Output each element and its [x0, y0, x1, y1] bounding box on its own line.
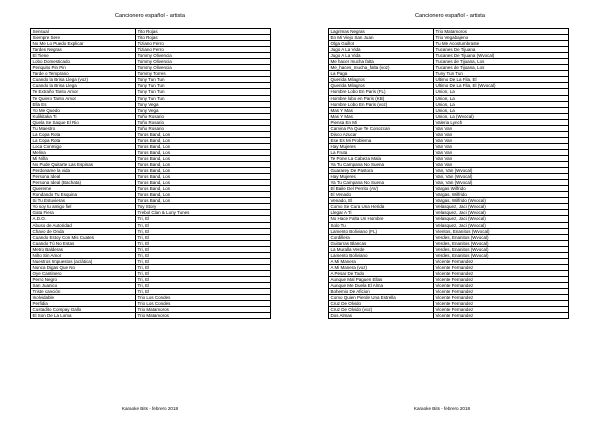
song-cell: Yo Me Quedo: [31, 107, 136, 113]
artist-cell: Van Van: [434, 155, 569, 161]
song-cell: Perdoname la vida: [31, 168, 136, 174]
song-cell: El Son De La Loma: [31, 313, 136, 319]
song-cell: Cuando la Brisa Llega (voz): [31, 77, 136, 83]
song-cell: Cuando Tú No Estas: [31, 240, 136, 246]
artist-cell: Tony Tun Tun: [136, 77, 271, 83]
song-cell: Si Tu Estuvieras: [31, 198, 136, 204]
song-cell: Querida Milagros: [329, 83, 434, 89]
song-cell: Como Se Cura Una Herida: [329, 204, 434, 210]
artist-cell: Van Van: [434, 137, 569, 143]
song-cell: Abuso de Autoridad: [31, 222, 136, 228]
artist-cell: Tri, El: [136, 289, 271, 295]
artist-cell: Tony Tun Tun: [136, 95, 271, 101]
song-cell: Guararey De Pastora: [329, 168, 434, 174]
artist-cell: Union, La: [434, 107, 569, 113]
song-table-body: [31, 29, 271, 319]
artist-cell: Tri, El: [136, 258, 271, 264]
artist-cell: Union, La (Wvocal): [434, 113, 569, 119]
song-cell: La Copa Rota: [31, 137, 136, 143]
song-cell: Kulikitaka Ti: [31, 113, 136, 119]
song-cell: Loca Conmigo: [31, 143, 136, 149]
page-title: Cancionero español - artista: [415, 13, 485, 19]
song-cell: Cruz De Olvido (voz): [329, 307, 434, 313]
artist-cell: Toros Band, Los: [136, 131, 271, 137]
artist-cell: Tito Rojas: [136, 35, 271, 41]
artist-cell: Vicente Fernandez: [434, 313, 569, 319]
song-cell: Camina Pa Que Te Conozcan: [329, 125, 434, 131]
song-cell: En Mi Viejo San Juan: [329, 35, 434, 41]
artist-cell: Vicente Fernandez: [434, 289, 569, 295]
artist-cell: Tito Rojas: [136, 29, 271, 35]
song-cell: Hombre Lobo En Paris (voz): [329, 101, 434, 107]
artist-cell: Van, Van (Wvocal): [434, 168, 569, 174]
artist-cell: Toros Band, Los: [136, 168, 271, 174]
song-cell: El Baile Del Perrito (AV): [329, 186, 434, 192]
song-cell: Te Quiero Tanto Amor: [31, 95, 136, 101]
artist-cell: Trebol Clan & Luny Tunes: [136, 210, 271, 216]
artist-cell: Van Van: [434, 162, 569, 168]
song-cell: Cuando la Brisa Llega: [31, 83, 136, 89]
page-title: Cancionero español - artista: [115, 13, 185, 19]
artist-cell: Toros Band, Los: [136, 186, 271, 192]
song-cell: Como Quien Pierde Una Estrella: [329, 295, 434, 301]
song-cell: No Hace Falta Un Hombre: [329, 216, 434, 222]
artist-cell: Tri, El: [136, 234, 271, 240]
song-cell: Solo Tu: [329, 222, 434, 228]
artist-cell: Vicente Fernandez: [434, 264, 569, 270]
song-cell: Oye Cantinero: [31, 270, 136, 276]
artist-cell: Vicente Fernandez: [434, 276, 569, 282]
song-cell: Cordillera: [329, 234, 434, 240]
artist-cell: Tommy Torres: [136, 71, 271, 77]
song-cell: Disco Azucar: [329, 131, 434, 137]
artist-cell: Toros Band, Los: [136, 192, 271, 198]
artist-cell: Verdes, Enanitos (Wvocal): [434, 246, 569, 252]
artist-cell: Toros Band, Los: [136, 162, 271, 168]
artist-cell: Toros Band, Los: [136, 198, 271, 204]
artist-cell: Van, Van (Wvocal): [434, 174, 569, 180]
song-cell: Tardes Negras: [31, 47, 136, 53]
artist-cell: Trio Vegabajeno: [434, 35, 569, 41]
artist-cell: Vicente Fernandez: [434, 295, 569, 301]
song-cell: Llegar A Ti: [329, 210, 434, 216]
song-cell: Aunque Me Duela El Alma: [329, 282, 434, 288]
song-cell: A.D.O.: [31, 216, 136, 222]
song-cell: La Copa Rota: [31, 131, 136, 137]
song-cell: Nuestros Impuestos (ac/ática): [31, 258, 136, 264]
artist-cell: Union, La: [434, 95, 569, 101]
song-cell: Siempre Sere: [31, 35, 136, 41]
artist-cell: Velasquez, Jaci (Wvocal): [434, 216, 569, 222]
artist-cell: Vicente Fernandez: [434, 270, 569, 276]
artist-cell: Trio Matamoros: [434, 29, 569, 35]
song-cell: Nunca Digas Que No: [31, 264, 136, 270]
song-cell: Ella Es: [31, 101, 136, 107]
artist-cell: Toño Rosario: [136, 119, 271, 125]
artist-cell: Velasquez, Jaci (Wvocal): [434, 210, 569, 216]
song-cell: A Mi Manera (voz): [329, 264, 434, 270]
artist-cell: Tri, El: [136, 228, 271, 234]
artist-cell: Toy Story: [136, 204, 271, 210]
right-page: [300, 0, 600, 424]
song-cell: Persona Ideal: [31, 174, 136, 180]
song-cell: Metro Balderas: [31, 246, 136, 252]
artist-cell: Tiziano Ferro: [136, 47, 271, 53]
song-cell: Ya Tu Campana No Suena: [329, 180, 434, 186]
song-cell: Quela Se Saque El Rio: [31, 119, 136, 125]
artist-cell: Tiziano Ferro: [136, 41, 271, 47]
artist-cell: Vargas, Wilfrido (Wvocal): [434, 198, 569, 204]
table-row: [329, 313, 569, 319]
artist-cell: Toros Band, Los: [136, 137, 271, 143]
table-row: [31, 313, 271, 319]
song-cell: Hombre lobo en Paris (KB): [329, 95, 434, 101]
song-cell: Chavo de Onda: [31, 228, 136, 234]
song-cell: A Mi Manera: [329, 258, 434, 264]
artist-cell: Van Van: [434, 125, 569, 131]
song-cell: La Paga: [329, 71, 434, 77]
song-cell: Inolvidable: [31, 295, 136, 301]
artist-cell: Trio Matamoros: [136, 313, 271, 319]
song-cell: Querida Milagros: [329, 77, 434, 83]
artist-cell: Tu Me Acostumbraste: [434, 41, 569, 47]
song-cell: Persona Ideal (Bachata): [31, 180, 136, 186]
artist-cell: Tri, El: [136, 264, 271, 270]
artist-cell: Verdes, Enanitos (Wvocal): [434, 252, 569, 258]
song-cell: Perro Negro: [31, 276, 136, 282]
artist-cell: Tommy Olivencia: [136, 53, 271, 59]
song-cell: Aunque Mal Paguen Ellas: [329, 276, 434, 282]
artist-cell: Trio Matamoros: [136, 307, 271, 313]
artist-cell: Verdes, Enanitos (Wvocal): [434, 234, 569, 240]
song-cell: Rondando Tu Esquina: [31, 192, 136, 198]
song-cell: Periquito Pin Pin: [31, 65, 136, 71]
song-cell: Me_haces_mucha_falta (voz): [329, 65, 434, 71]
artist-cell: Tri, El: [136, 276, 271, 282]
artist-cell: Union, La: [434, 101, 569, 107]
song-cell: Olga Guillot: [329, 41, 434, 47]
song-cell: Ya Tu Campana No Suena: [329, 162, 434, 168]
song-cell: La Muralla Verde: [329, 246, 434, 252]
artist-cell: Ultimo De La Fila, El (Wvocal): [434, 83, 569, 89]
song-cell: Quereme: [31, 186, 136, 192]
song-cell: Hombre Lobo En Paris (FL): [329, 89, 434, 95]
artist-cell: Tony Tun Tun: [136, 83, 271, 89]
song-cell: Melina: [31, 149, 136, 155]
song-cell: La Fruta: [329, 149, 434, 155]
artist-cell: Toros Band, Los: [136, 155, 271, 161]
artist-cell: Trio Los Condes: [136, 295, 271, 301]
artist-cell: Velasquez, Jaci (Wvocal): [434, 204, 569, 210]
song-cell: Venado, El: [329, 198, 434, 204]
artist-cell: Tri, El: [136, 240, 271, 246]
artist-cell: Van Van: [434, 143, 569, 149]
artist-cell: Verdes, Enanitos (Wvocal): [434, 240, 569, 246]
page-footer: Karaoke Bits - febrero 2018: [121, 406, 179, 411]
artist-cell: Velasquez, Jaci (Wvocal): [434, 222, 569, 228]
artist-cell: Toño Rosario: [136, 125, 271, 131]
artist-cell: Tommy Olivencia: [136, 59, 271, 65]
artist-cell: Tommy Olivencia: [136, 65, 271, 71]
song-cell: El Venado: [329, 192, 434, 198]
song-table-body: [329, 29, 569, 319]
artist-cell: Valeria Lynch: [434, 119, 569, 125]
song-cell: Te Pone La Cabeza Mala: [329, 155, 434, 161]
artist-cell: Tri, El: [136, 216, 271, 222]
artist-cell: Tucanes De Tijuana (Wvocal): [434, 53, 569, 59]
song-cell: Jugo A La Vida: [329, 53, 434, 59]
song-cell: Gata Fiera: [31, 210, 136, 216]
song-cell: Custadito Compay Gallo: [31, 307, 136, 313]
song-cell: Ese Es Mi Problema: [329, 137, 434, 143]
artist-cell: Tucanes de Tijuana, Los: [434, 59, 569, 65]
artist-cell: Toros Band, Los: [136, 180, 271, 186]
song-cell: Mas Y Mas: [329, 113, 434, 119]
artist-cell: Union, La: [434, 89, 569, 95]
artist-cell: Tucanes De Tijuana: [434, 47, 569, 53]
song-cell: Tarde o Temprano: [31, 71, 136, 77]
song-cell: Lobo Domesticado: [31, 59, 136, 65]
artist-cell: Vicente Fernandez: [434, 301, 569, 307]
artist-cell: Vargas, Wilfrido: [434, 192, 569, 198]
song-cell: Guitarras Blancas: [329, 240, 434, 246]
song-cell: Perfidia: [31, 301, 136, 307]
song-cell: Lagrimas Negras: [329, 29, 434, 35]
artist-cell: Toros Band, Los: [136, 174, 271, 180]
artist-cell: Tri, El: [136, 246, 271, 252]
song-table: [30, 28, 271, 319]
song-cell: Triste canción: [31, 289, 136, 295]
artist-cell: Tony Vega: [136, 101, 271, 107]
page-footer: Karaoke Bits - febrero 2018: [413, 406, 471, 411]
artist-cell: Tri, El: [136, 270, 271, 276]
song-cell: Bohemio De Aficion: [329, 289, 434, 295]
artist-cell: Tony Tun Tun: [136, 89, 271, 95]
song-table: [328, 28, 569, 319]
song-cell: San Juanico: [31, 282, 136, 288]
song-cell: Dos Almas: [329, 313, 434, 319]
song-cell: No Pude Quitarte Las Espinas: [31, 162, 136, 168]
artist-cell: Van, Van (Wvocal): [434, 180, 569, 186]
song-cell: Jugo A La Vida: [329, 47, 434, 53]
song-cell: Yo soy tu amigo fiel: [31, 204, 136, 210]
song-cell: Cuando Estoy Con Mis Cuates: [31, 234, 136, 240]
song-cell: Sensual: [31, 29, 136, 35]
song-cell: Me hacer mucha falta: [329, 59, 434, 65]
artist-cell: Tuny Tun Tun: [434, 71, 569, 77]
artist-cell: Vargas Wilfrido: [434, 186, 569, 192]
song-cell: Mi Niña: [31, 155, 136, 161]
artist-cell: Toros Band, Los: [136, 149, 271, 155]
artist-cell: Tony Vega: [136, 107, 271, 113]
song-cell: Lamento Boliviano (FL): [329, 228, 434, 234]
artist-cell: Vicente Fernandez: [434, 258, 569, 264]
song-cell: Tu Maestro: [31, 125, 136, 131]
song-cell: Hay Mujeres: [329, 174, 434, 180]
artist-cell: Ultimo De La Fila, El: [434, 77, 569, 83]
artist-cell: Vicente Fernandez: [434, 307, 569, 313]
song-cell: Niño Sin Amor: [31, 252, 136, 258]
song-cell: Cruz De Olvido: [329, 301, 434, 307]
song-cell: Te Extraño Tanto Amor: [31, 89, 136, 95]
artist-cell: Van Van: [434, 131, 569, 137]
artist-cell: Tucanes de Tijuana, Los: [434, 65, 569, 71]
artist-cell: Tri, El: [136, 222, 271, 228]
song-cell: Piensa En Mi: [329, 119, 434, 125]
artist-cell: Toros Band, Los: [136, 143, 271, 149]
song-cell: El Tiene: [31, 53, 136, 59]
artist-cell: Vientos, Enanitos (Wvocal): [434, 228, 569, 234]
song-cell: No Me Lo Puedo Explicar: [31, 41, 136, 47]
song-cell: Lamento Boliviano: [329, 252, 434, 258]
artist-cell: Tri, El: [136, 282, 271, 288]
song-cell: Mas Y Mas: [329, 107, 434, 113]
artist-cell: Tri, El: [136, 252, 271, 258]
artist-cell: Vicente Fernandez: [434, 282, 569, 288]
artist-cell: Toño Rosario: [136, 113, 271, 119]
song-cell: Hay Mujeres: [329, 143, 434, 149]
song-cell: A Pesar De Todo: [329, 270, 434, 276]
artist-cell: Van Van: [434, 149, 569, 155]
artist-cell: Trio Los Condes: [136, 301, 271, 307]
